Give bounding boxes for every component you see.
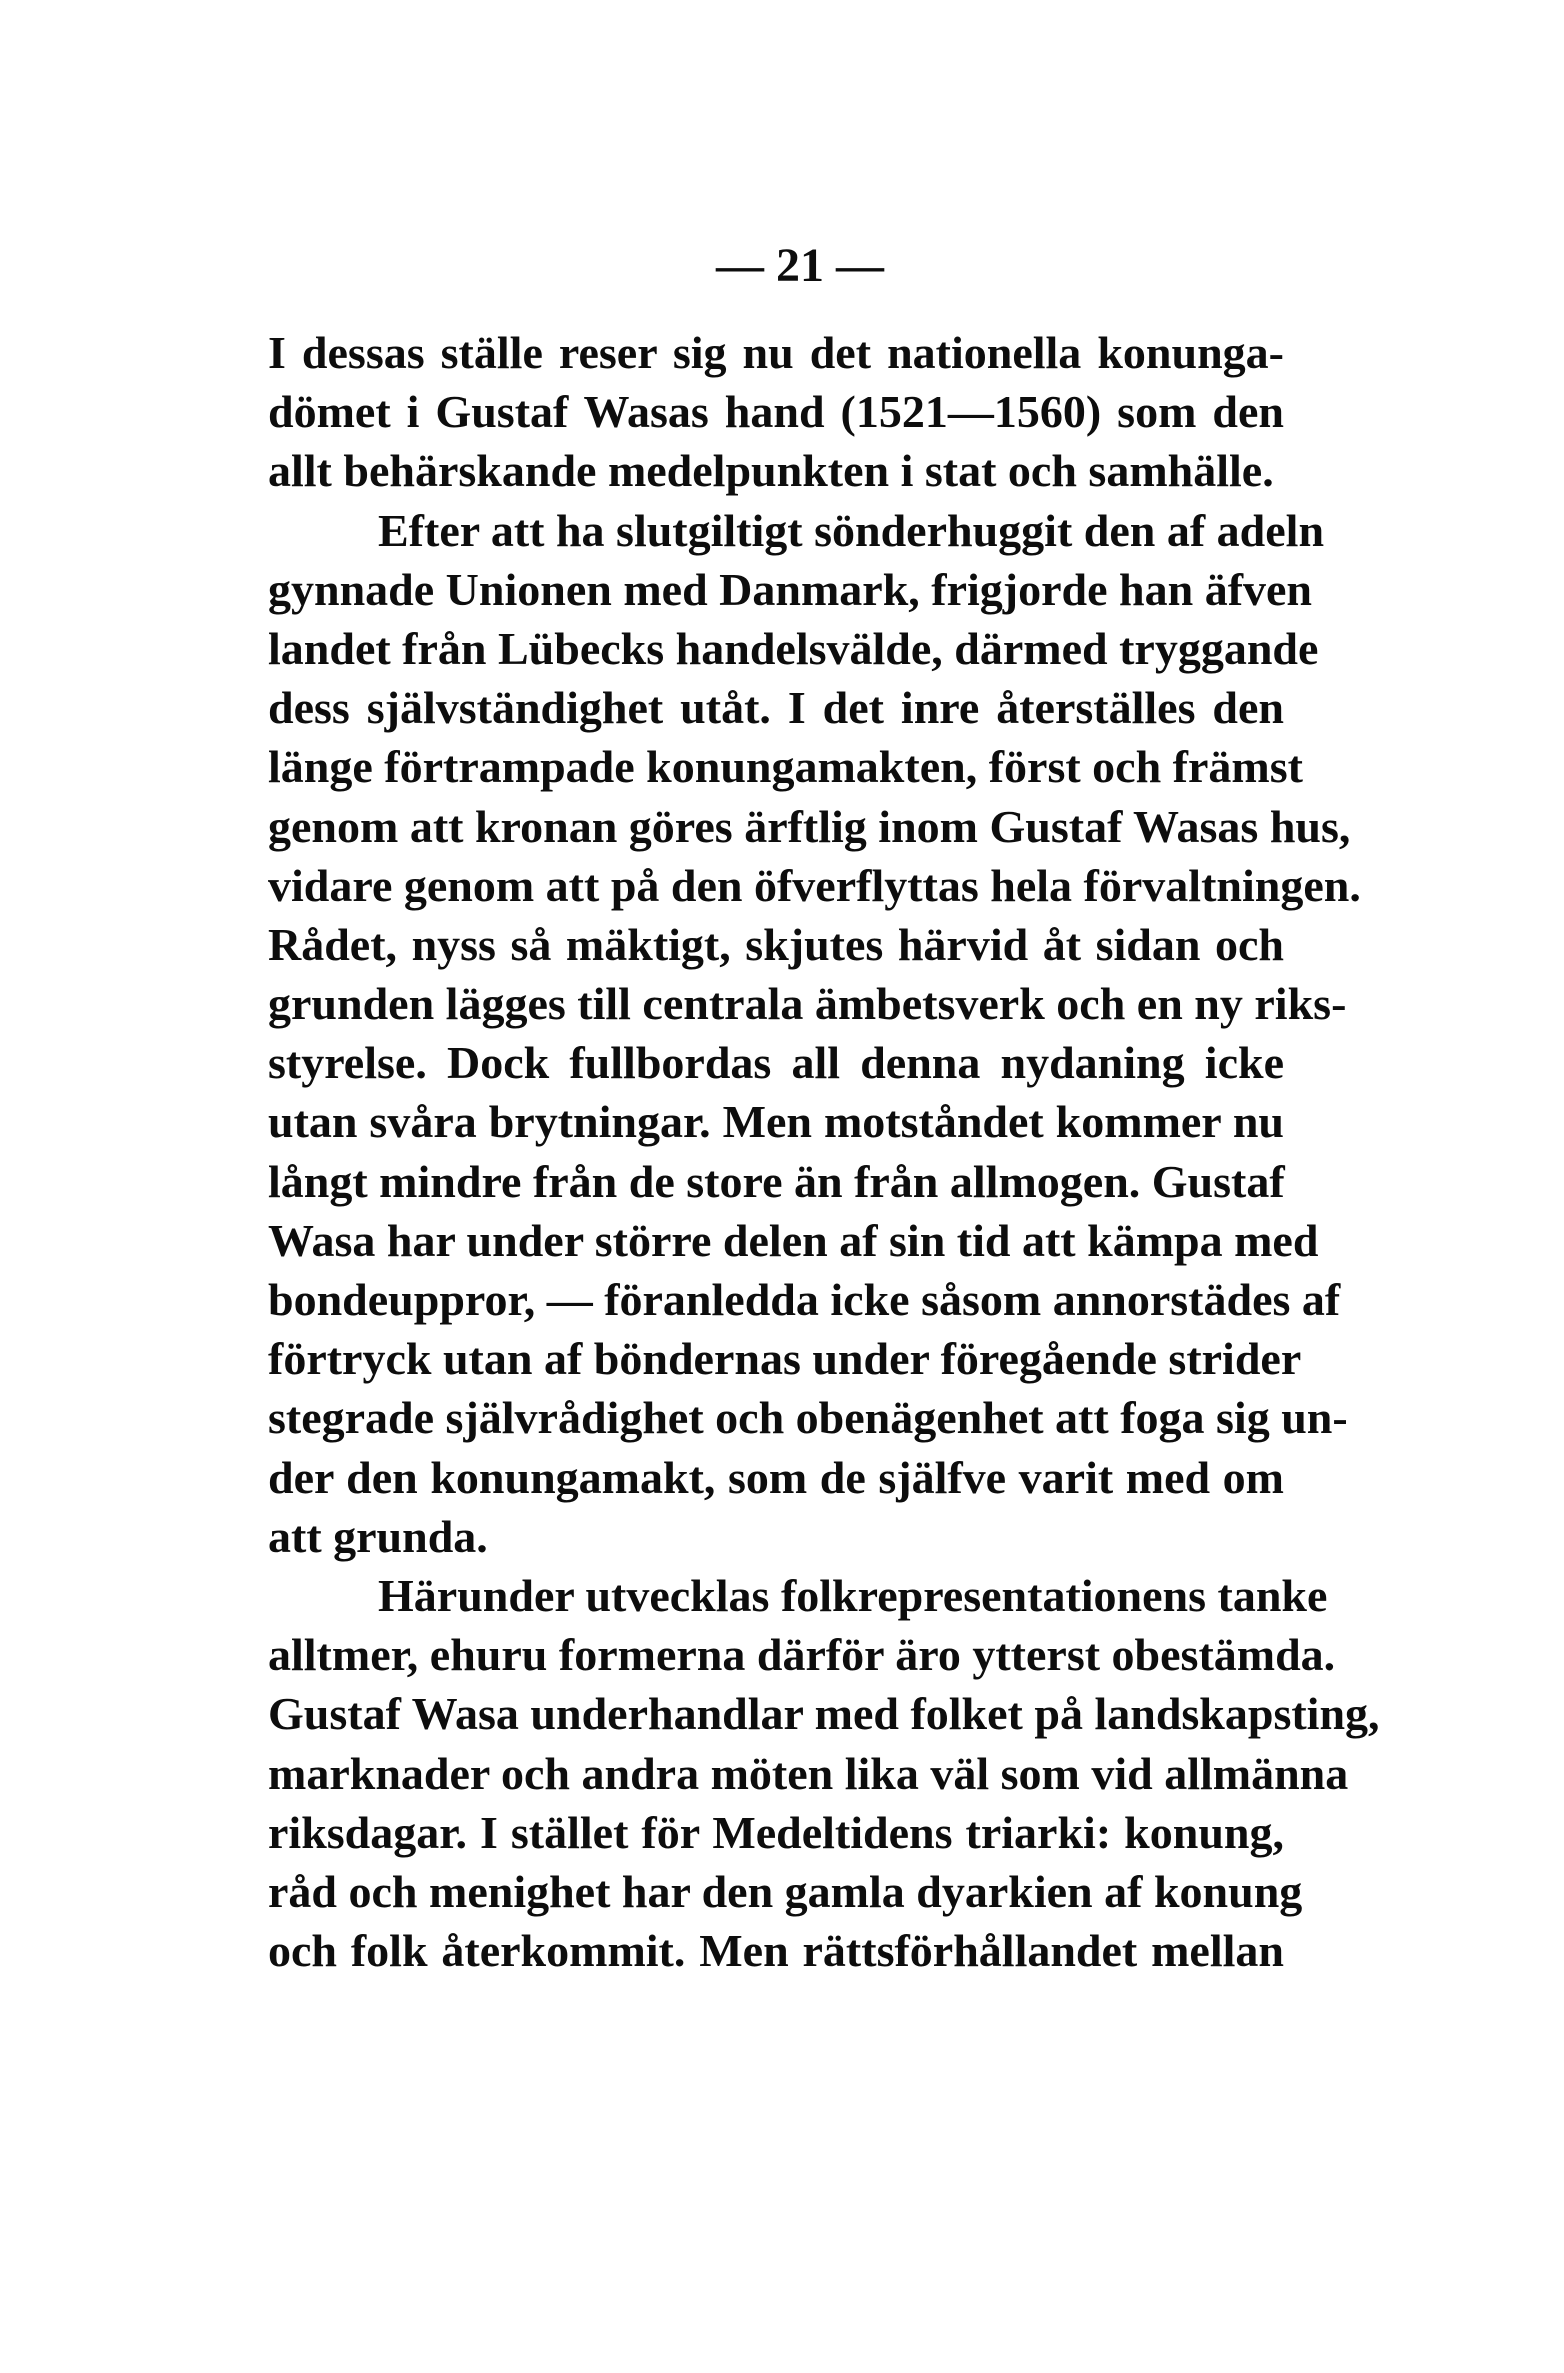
text-line: allt behärskande medelpunkten i stat och samhälle. [268, 445, 1274, 497]
text-line: alltmer, ehuru formerna därför äro ytterst obestämda. [268, 1629, 1336, 1681]
text-line: marknader och andra möten lika väl som vid allmänna [268, 1747, 1349, 1799]
text-line: der den konungamakt, som de själfve varit med om [268, 1451, 1284, 1503]
page-number: — 21 — [716, 239, 884, 292]
text-line: länge förtrampade konungamakten, först och främst [268, 741, 1303, 793]
text-line: vidare genom att på den öfverflyttas hela förvaltningen. [268, 859, 1361, 911]
text-line: Gustaf Wasa underhandlar med folket på landskapsting, [268, 1688, 1380, 1740]
text-line: landet från Lübecks handelsvälde, därmed tryggande [268, 622, 1319, 674]
text-line: råd och menighet har den gamla dyarkien af konung [268, 1865, 1303, 1917]
text-line: att grunda. [268, 1510, 488, 1562]
text-line: stegrade självrådighet och obenägenhet att foga sig un- [268, 1392, 1348, 1444]
text-line: långt mindre från de store än från allmogen. Gustaf [268, 1155, 1285, 1207]
text-line: dess självständighet utåt. I det inre återställes den [268, 682, 1284, 734]
text-line: I dessas ställe reser sig nu det nationella konunga- [268, 327, 1284, 378]
text-line: dömet i Gustaf Wasas hand (1521—1560) som den [268, 386, 1284, 438]
text-line: Rådet, nyss så mäktigt, skjutes härvid åt sidan och [268, 918, 1284, 970]
body-text [268, 323, 1380, 1980]
text-line: gynnade Unionen med Danmark, frigjorde han äfven [268, 563, 1313, 615]
text-line: genom att kronan göres ärftlig inom Gustaf Wasas hus, [268, 800, 1351, 852]
text-line: styrelse. Dock fullbordas all denna nydaning icke [268, 1037, 1284, 1089]
text-line: bondeuppror, — föranledda icke såsom annorstädes af [268, 1274, 1341, 1325]
text-line: utan svåra brytningar. Men motståndet kommer nu [268, 1096, 1284, 1148]
text-line: Härunder utvecklas folkrepresentationens tanke [378, 1569, 1328, 1621]
text-line: grunden lägges till centrala ämbetsverk och en ny riks- [268, 978, 1347, 1030]
text-line: riksdagar. I stället för Medeltidens triarki: konung, [268, 1806, 1284, 1858]
text-line: Wasa har under större delen af sin tid att kämpa med [268, 1214, 1319, 1266]
text-line: förtryck utan af böndernas under föregående strider [268, 1333, 1302, 1385]
text-line: Efter att ha slutgiltigt sönderhuggit den af adeln [378, 504, 1325, 556]
text-line: och folk återkommit. Men rättsförhållandet mellan [268, 1925, 1284, 1977]
